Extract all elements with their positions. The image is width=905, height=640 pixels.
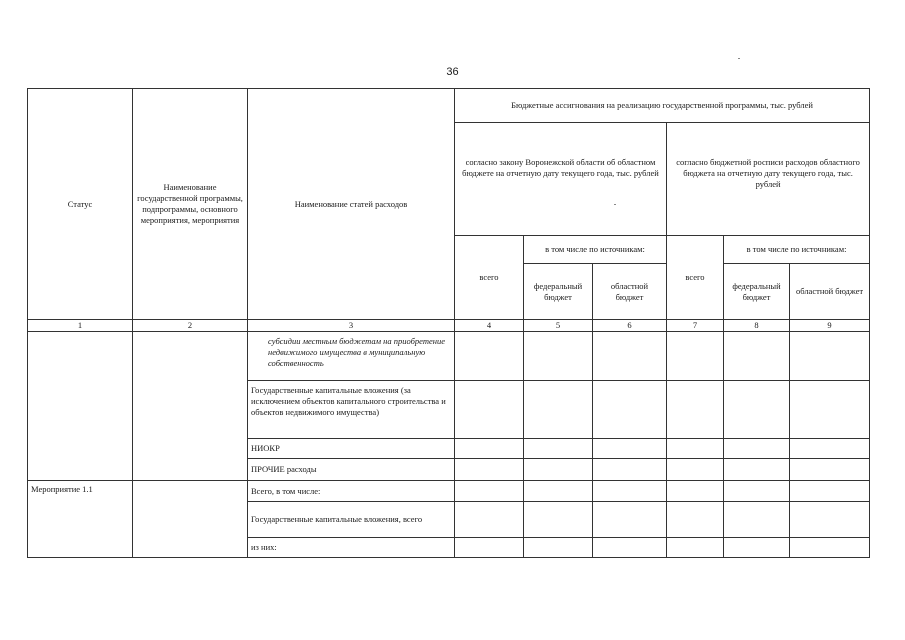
- scan-speck: [614, 204, 616, 205]
- row-expense: Государственные капитальные вложения, всего: [248, 502, 455, 538]
- cell-federal-2: [724, 439, 790, 459]
- page-number: 36: [446, 66, 459, 78]
- scan-speck: [738, 58, 740, 59]
- header-including-sources-1: в том числе по источникам:: [524, 236, 667, 264]
- column-number: 7: [667, 320, 724, 332]
- header-federal-1: федеральный бюджет: [524, 264, 593, 320]
- column-number: 4: [455, 320, 524, 332]
- cell-federal-2: [724, 502, 790, 538]
- row-expense: ПРОЧИЕ расходы: [248, 459, 455, 481]
- row-expense: НИОКР: [248, 439, 455, 459]
- cell-regional-2: [790, 481, 870, 502]
- cell-regional-2: [790, 502, 870, 538]
- cell-regional-2: [790, 439, 870, 459]
- cell-total-1: [455, 538, 524, 558]
- row-program-name: [133, 481, 248, 558]
- column-number: 3: [248, 320, 455, 332]
- header-regional-2: областной бюджет: [790, 264, 870, 320]
- header-status: Статус: [28, 89, 133, 320]
- column-number: 8: [724, 320, 790, 332]
- header-by-schedule: согласно бюджетной росписи расходов областного бюджета на отчетную дату текущего года, тыс. рублей: [667, 123, 870, 236]
- cell-regional-1: [593, 439, 667, 459]
- cell-total-1: [455, 439, 524, 459]
- row-status: [28, 332, 133, 481]
- cell-total-2: [667, 481, 724, 502]
- cell-regional-1: [593, 459, 667, 481]
- budget-table: [27, 88, 870, 558]
- header-budget-allocations: Бюджетные ассигнования на реализацию государственной программы, тыс. рублей: [455, 89, 870, 123]
- cell-federal-2: [724, 459, 790, 481]
- cell-regional-2: [790, 459, 870, 481]
- row-status: Мероприятие 1.1: [28, 481, 133, 558]
- cell-regional-2: [790, 332, 870, 381]
- cell-total-2: [667, 439, 724, 459]
- cell-total-1: [455, 481, 524, 502]
- cell-total-2: [667, 332, 724, 381]
- cell-federal-2: [724, 332, 790, 381]
- column-number: 1: [28, 320, 133, 332]
- cell-total-1: [455, 502, 524, 538]
- cell-federal-1: [524, 538, 593, 558]
- cell-total-1: [455, 332, 524, 381]
- cell-federal-1: [524, 381, 593, 439]
- header-including-sources-2: в том числе по источникам:: [724, 236, 870, 264]
- cell-regional-1: [593, 332, 667, 381]
- header-program-name: Наименование государственной программы, подпрограммы, основного мероприятия, мероприятия: [133, 89, 248, 320]
- cell-federal-1: [524, 481, 593, 502]
- row-program-name: [133, 332, 248, 481]
- table-row: [28, 332, 870, 381]
- cell-total-2: [667, 538, 724, 558]
- cell-regional-1: [593, 381, 667, 439]
- cell-total-2: [667, 459, 724, 481]
- cell-federal-1: [524, 332, 593, 381]
- cell-regional-1: [593, 502, 667, 538]
- cell-regional-2: [790, 538, 870, 558]
- header-by-law: согласно закону Воронежской области об областном бюджете на отчетную дату текущего года, тыс. рублей: [455, 123, 667, 236]
- cell-regional-1: [593, 481, 667, 502]
- cell-regional-1: [593, 538, 667, 558]
- cell-federal-2: [724, 381, 790, 439]
- column-number: 5: [524, 320, 593, 332]
- cell-total-2: [667, 381, 724, 439]
- table-row: [28, 481, 870, 502]
- cell-federal-2: [724, 538, 790, 558]
- cell-federal-2: [724, 481, 790, 502]
- header-expense-name: Наименование статей расходов: [248, 89, 455, 320]
- column-number: 2: [133, 320, 248, 332]
- cell-federal-1: [524, 502, 593, 538]
- cell-federal-1: [524, 459, 593, 481]
- header-total-1: всего: [455, 236, 524, 320]
- header-federal-2: федеральный бюджет: [724, 264, 790, 320]
- cell-total-2: [667, 502, 724, 538]
- row-expense: Государственные капитальные вложения (за исключением объектов капитального строительства и объектов недвижимого имущества): [248, 381, 455, 439]
- header-regional-1: областной бюджет: [593, 264, 667, 320]
- column-number: 6: [593, 320, 667, 332]
- cell-total-1: [455, 459, 524, 481]
- cell-total-1: [455, 381, 524, 439]
- cell-regional-2: [790, 381, 870, 439]
- row-expense: из них:: [248, 538, 455, 558]
- row-expense: Всего, в том числе:: [248, 481, 455, 502]
- column-number: 9: [790, 320, 870, 332]
- cell-federal-1: [524, 439, 593, 459]
- row-expense: субсидии местным бюджетам на приобретение недвижимого имущества в муниципальную собственность: [248, 332, 455, 381]
- header-total-2: всего: [667, 236, 724, 320]
